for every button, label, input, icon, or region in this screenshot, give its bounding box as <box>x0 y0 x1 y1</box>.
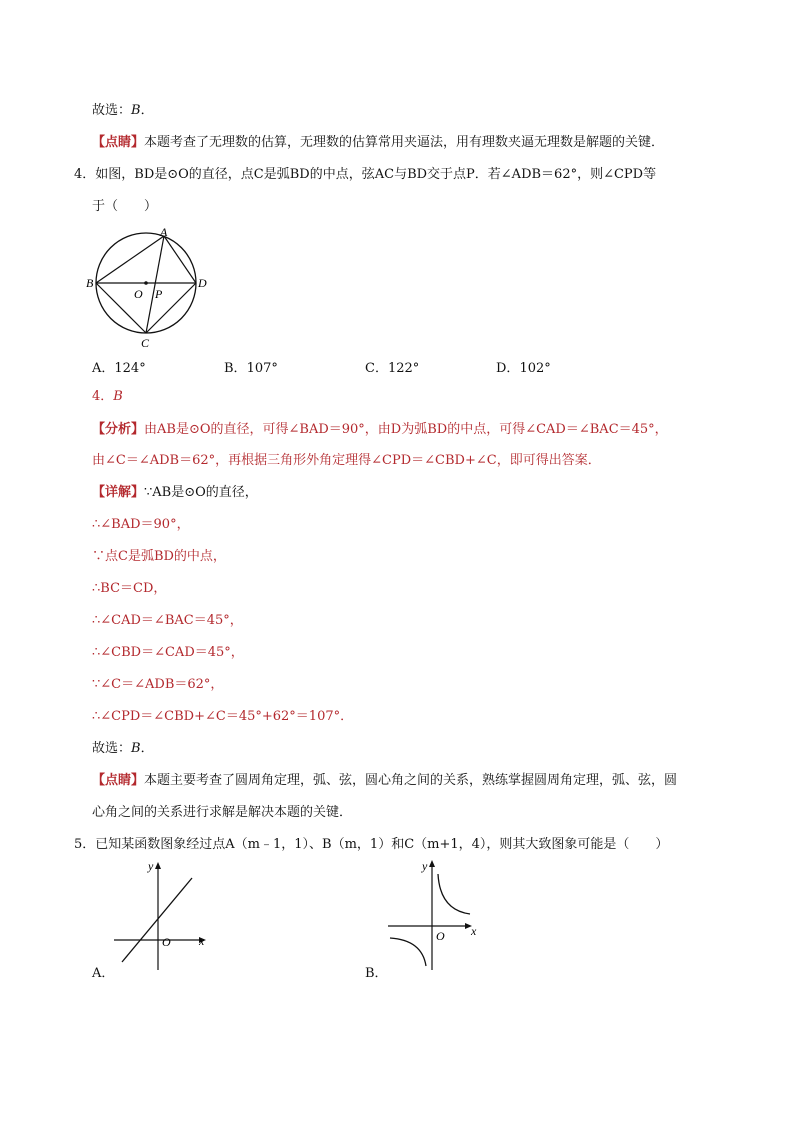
graph-b-origin-label: O <box>436 929 445 943</box>
comment-q4-cont: 心角之间的关系进行求解是解决本题的关键． <box>92 805 353 820</box>
graph-b-letter: B． <box>365 966 388 981</box>
graph-a-y-label: y <box>148 859 154 873</box>
option-a: A．124° <box>92 361 146 376</box>
label-B: B <box>86 276 94 290</box>
step-7: ∴∠CPD＝∠CBD+∠C＝45°+62°＝107°． <box>92 709 354 724</box>
label-A: A <box>160 225 168 239</box>
circle-figure <box>86 225 207 350</box>
step-1: ∴∠BAD＝90°， <box>92 517 190 532</box>
graph-a-x-label: x <box>199 934 205 948</box>
analysis-q4-cont: 由∠C＝∠ADB＝62°，再根据三角形外角定理得∠CPD＝∠CBD+∠C，即可得出答案． <box>92 453 601 468</box>
option-d: D．102° <box>496 361 551 376</box>
question-4-stem: 4．如图，BD是⊙O的直径，点C是弧BD的中点，弦AC与BD交于点P．若∠ADB＝62°，则∠CPD等 <box>74 167 657 182</box>
detail-q4: 【详解】∵AB是⊙O的直径， <box>92 485 258 500</box>
detail-tag: 【详解】 <box>92 485 145 500</box>
graph-a-origin-label: O <box>162 935 171 949</box>
comment-tag: 【点睛】 <box>92 135 145 150</box>
choice-line-q3: 故选：B． <box>92 103 154 118</box>
graph-b <box>386 858 496 973</box>
step-4: ∴∠CAD＝∠BAC＝45°， <box>92 613 243 628</box>
label-O: O <box>134 287 143 301</box>
step-5: ∴∠CBD＝∠CAD＝45°， <box>92 645 244 660</box>
analysis-tag: 【分析】 <box>92 422 145 437</box>
step-2: ∵点C是弧BD的中点， <box>92 549 226 564</box>
comment-q3: 【点睛】本题考查了无理数的估算，无理数的估算常用夹逼法，用有理数夹逼无理数是解题的关键． <box>92 135 665 150</box>
choice-line-q4: 故选：B． <box>92 741 154 756</box>
label-C: C <box>141 336 150 350</box>
comment-q4: 【点睛】本题主要考查了圆周角定理，弧、弦，圆心角之间的关系，熟练掌握圆周角定理，弧、弦，圆 <box>92 773 678 788</box>
step-6: ∵∠C＝∠ADB＝62°， <box>92 677 224 692</box>
question-5-stem: 5．已知某函数图象经过点A（m﹣1，1）、B（m，1）和C（m+1，4），则其大致图象可能是（ ） <box>74 837 669 852</box>
step-3: ∴BC＝CD， <box>92 581 167 596</box>
answer-q4: 4．B <box>92 389 123 404</box>
graph-b-y-label: y <box>422 859 428 873</box>
comment-tag: 【点睛】 <box>92 773 145 788</box>
label-D: D <box>198 276 207 290</box>
option-c: C．122° <box>365 361 420 376</box>
question-4-stem-cont: 于（ ） <box>92 199 158 214</box>
graph-a-letter: A． <box>92 966 115 981</box>
graph-a <box>110 858 220 973</box>
option-b: B．107° <box>224 361 278 376</box>
graph-b-x-label: x <box>471 924 477 938</box>
label-P: P <box>155 287 163 301</box>
analysis-q4: 【分析】由AB是⊙O的直径，可得∠BAD＝90°，由D为弧BD的中点，可得∠CAD＝∠BAC＝45°， <box>92 422 668 437</box>
